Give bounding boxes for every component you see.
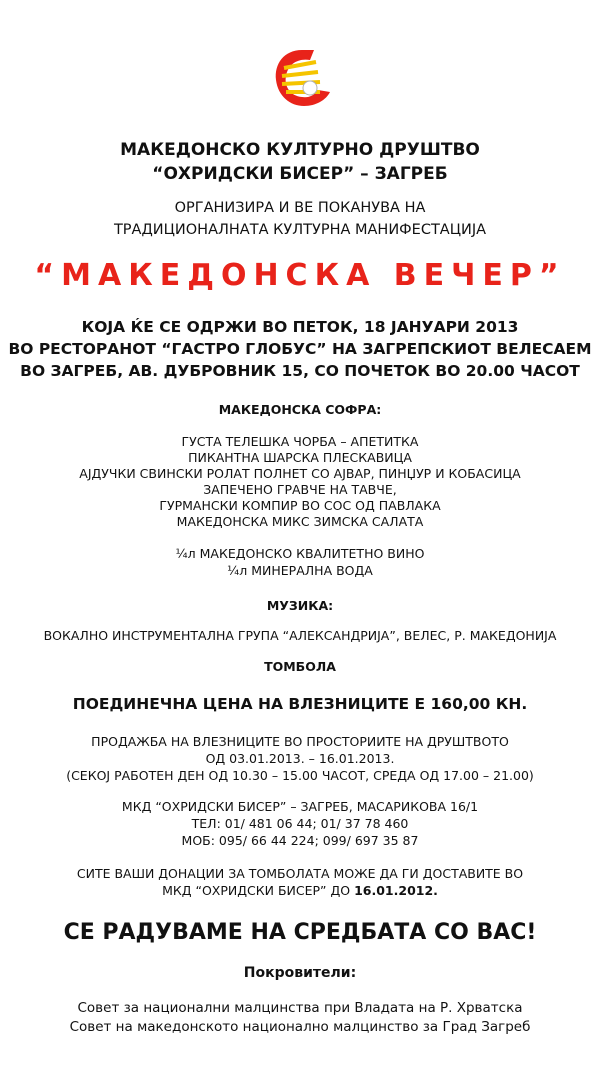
menu-item: МАКЕДОНСКА МИКС ЗИМСКА САЛАТА (176, 514, 424, 529)
menu-item: ГУСТА ТЕЛЕШКА ЧОРБА – АПЕТИТКА (181, 434, 419, 449)
event-title: “МАКЕДОНСКА ВЕЧЕР” (34, 258, 566, 293)
drink-item: ¼л МАКЕДОНСКО КВАЛИТЕТНО ВИНО (175, 546, 425, 561)
contact-mobile: МОБ: 095/ 66 44 224; 099/ 697 35 87 (181, 833, 419, 848)
menu-item: ПИКАНТНА ШАРСКА ПЛЕСКАВИЦА (188, 450, 412, 465)
music-band: ВОКАЛНО ИНСТРУМЕНТАЛНА ГРУПА “АЛЕКСАНДРИЈА”, ВЕЛЕС, Р. МАКЕДОНИЈА (43, 628, 557, 643)
sales-line: ПРОДАЖБА НА ВЛЕЗНИЦИТЕ ВО ПРОСТОРИИТЕ НА ДРУШТВОТО (91, 734, 509, 749)
ticket-price: ПОЕДИНЕЧНА ЦЕНА НА ВЛЕЗНИЦИТЕ Е 160,00 КН. (72, 695, 528, 713)
tombola-heading: ТОМБОЛА (264, 659, 336, 674)
event-detail: ВО ЗАГРЕБ, АВ. ДУБРОВНИК 15, СО ПОЧЕТОК ВО 20.00 ЧАСОТ (20, 362, 580, 380)
donation-line (0, 883, 600, 898)
sponsors-heading: Покровители: (243, 965, 357, 981)
menu-item: АЈДУЧКИ СВИНСКИ РОЛАТ ПОЛНЕТ СО АЈВАР, ПИНЏУР И КОБАСИЦА (79, 466, 521, 481)
org-name: МАКЕДОНСКО КУЛТУРНО ДРУШТВО (120, 140, 480, 160)
closing-message: СЕ РАДУВАМЕ НА СРЕДБАТА СО ВАС! (63, 920, 537, 945)
event-detail: ВО РЕСТОРАНОТ “ГАСТРО ГЛОБУС” НА ЗАГРЕПСКИОТ ВЕЛЕСАЕМ (8, 340, 592, 358)
menu-heading: МАКЕДОНСКА СОФРА: (218, 402, 382, 417)
intro-line: ТРАДИЦИОНАЛНАТА КУЛТУРНА МАНИФЕСТАЦИЈА (113, 222, 487, 238)
pearl-shell-logo-icon (270, 44, 334, 114)
music-heading: МУЗИКА: (266, 598, 334, 613)
donation-text: МКД “ОХРИДСКИ БИСЕР” ДО (162, 883, 355, 898)
contact-phone: ТЕЛ: 01/ 481 06 44; 01/ 37 78 460 (191, 816, 409, 831)
menu-item: ГУРМАНСКИ КОМПИР ВО СОС ОД ПАВЛАКА (159, 498, 441, 513)
drink-item: ¼л МИНЕРАЛНА ВОДА (227, 563, 373, 578)
menu-item: ЗАПЕЧЕНО ГРАВЧЕ НА ТАВЧЕ, (203, 482, 397, 497)
sales-line: (СЕКОЈ РАБОТЕН ДЕН ОД 10.30 – 15.00 ЧАСОТ, СРЕДА ОД 17.00 – 21.00) (66, 768, 534, 783)
sponsor-line: Совет на македонското национално малцинство за Град Загреб (69, 1019, 531, 1035)
sales-line: ОД 03.01.2013. – 16.01.2013. (205, 751, 395, 766)
intro-line: ОРГАНИЗИРА И ВЕ ПОКАНУВА НА (174, 200, 426, 216)
donation-deadline: 16.01.2012. (354, 883, 438, 898)
sponsor-line: Совет за национални малцинства при Владата на Р. Хрватска (77, 1000, 523, 1016)
event-detail: КОЈА ЌЕ СЕ ОДРЖИ ВО ПЕТОК, 18 ЈАНУАРИ 2013 (81, 318, 519, 336)
contact-address: МКД “ОХРИДСКИ БИСЕР” – ЗАГРЕБ, МАСАРИКОВА 16/1 (121, 799, 479, 814)
donation-line: СИТЕ ВАШИ ДОНАЦИИ ЗА ТОМБОЛАТА МОЖЕ ДА ГИ ДОСТАВИТЕ ВО (76, 866, 524, 881)
org-name-city: “ОХРИДСКИ БИСЕР” – ЗАГРЕБ (152, 164, 448, 184)
